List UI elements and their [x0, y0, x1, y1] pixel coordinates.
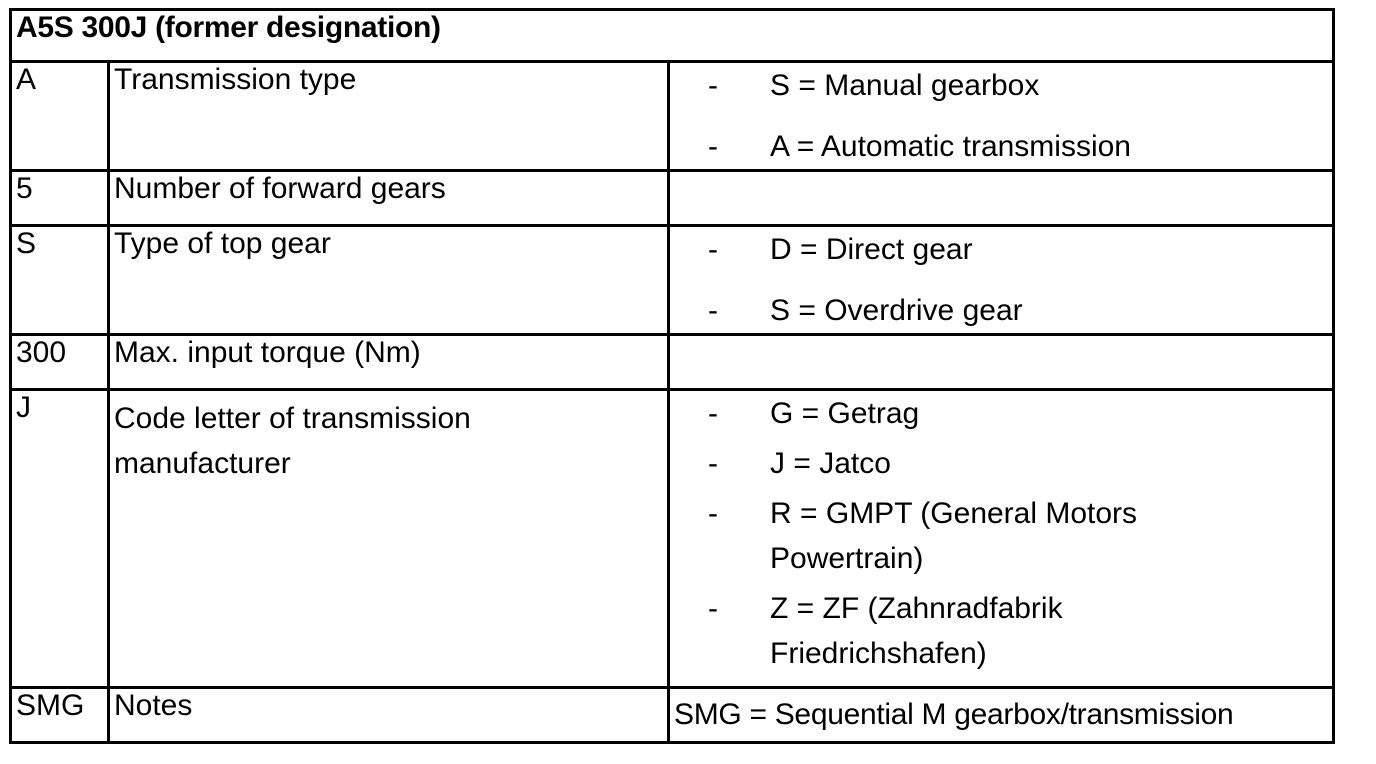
- options-cell: [669, 335, 1334, 390]
- table-row: [11, 688, 1334, 743]
- description-cell: Transmission type: [109, 62, 669, 171]
- bullet-dash: -: [708, 233, 718, 266]
- list-item: [674, 227, 1328, 272]
- options-cell: [669, 62, 1334, 171]
- list-item: [674, 586, 1328, 676]
- list-item: [674, 63, 1328, 108]
- list-item: [674, 491, 1328, 581]
- table-row: [11, 171, 1334, 226]
- list-item: [674, 124, 1328, 169]
- list-item: [674, 441, 1328, 486]
- designation-table: [9, 8, 1335, 744]
- option-text: G = Getrag: [770, 397, 920, 430]
- code-cell: 5: [11, 171, 109, 226]
- options-cell: [669, 171, 1334, 226]
- description-cell: Type of top gear: [109, 226, 669, 335]
- options-list: [674, 391, 1328, 676]
- bullet-dash: -: [708, 497, 718, 530]
- option-text: D = Direct gear: [770, 233, 973, 266]
- option-text: A = Automatic transmission: [770, 130, 1131, 163]
- note-cell: SMG = Sequential M gearbox/transmission: [669, 688, 1334, 743]
- bullet-dash: -: [708, 592, 718, 625]
- option-text: S = Manual gearbox: [770, 69, 1040, 102]
- table-row: [11, 390, 1334, 688]
- description-cell: Code letter of transmission manufacturer: [109, 390, 669, 688]
- table-row: [11, 62, 1334, 171]
- description-cell: Notes: [109, 688, 669, 743]
- title-row: [11, 10, 1334, 62]
- options-cell: [669, 390, 1334, 688]
- options-cell: [669, 226, 1334, 335]
- description-cell: Max. input torque (Nm): [109, 335, 669, 390]
- code-cell: S: [11, 226, 109, 335]
- options-list: [674, 63, 1328, 169]
- code-cell: A: [11, 62, 109, 171]
- bullet-dash: -: [708, 130, 718, 163]
- option-text: R = GMPT (General Motors Powertrain): [770, 497, 1138, 575]
- list-item: [674, 288, 1328, 333]
- code-cell: 300: [11, 335, 109, 390]
- options-list: [674, 227, 1328, 333]
- table-row: [11, 335, 1334, 390]
- bullet-dash: -: [708, 397, 718, 430]
- option-text: J = Jatco: [770, 447, 891, 480]
- description-cell: Number of forward gears: [109, 171, 669, 226]
- table-title: A5S 300J (former designation): [11, 10, 1334, 62]
- option-text: Z = ZF (Zahnradfabrik Friedrichshafen): [770, 592, 1063, 670]
- bullet-dash: -: [708, 294, 718, 327]
- code-cell: J: [11, 390, 109, 688]
- bullet-dash: -: [708, 447, 718, 480]
- table-row: [11, 226, 1334, 335]
- code-cell: SMG: [11, 688, 109, 743]
- bullet-dash: -: [708, 69, 718, 102]
- option-text: S = Overdrive gear: [770, 294, 1023, 327]
- list-item: [674, 391, 1328, 436]
